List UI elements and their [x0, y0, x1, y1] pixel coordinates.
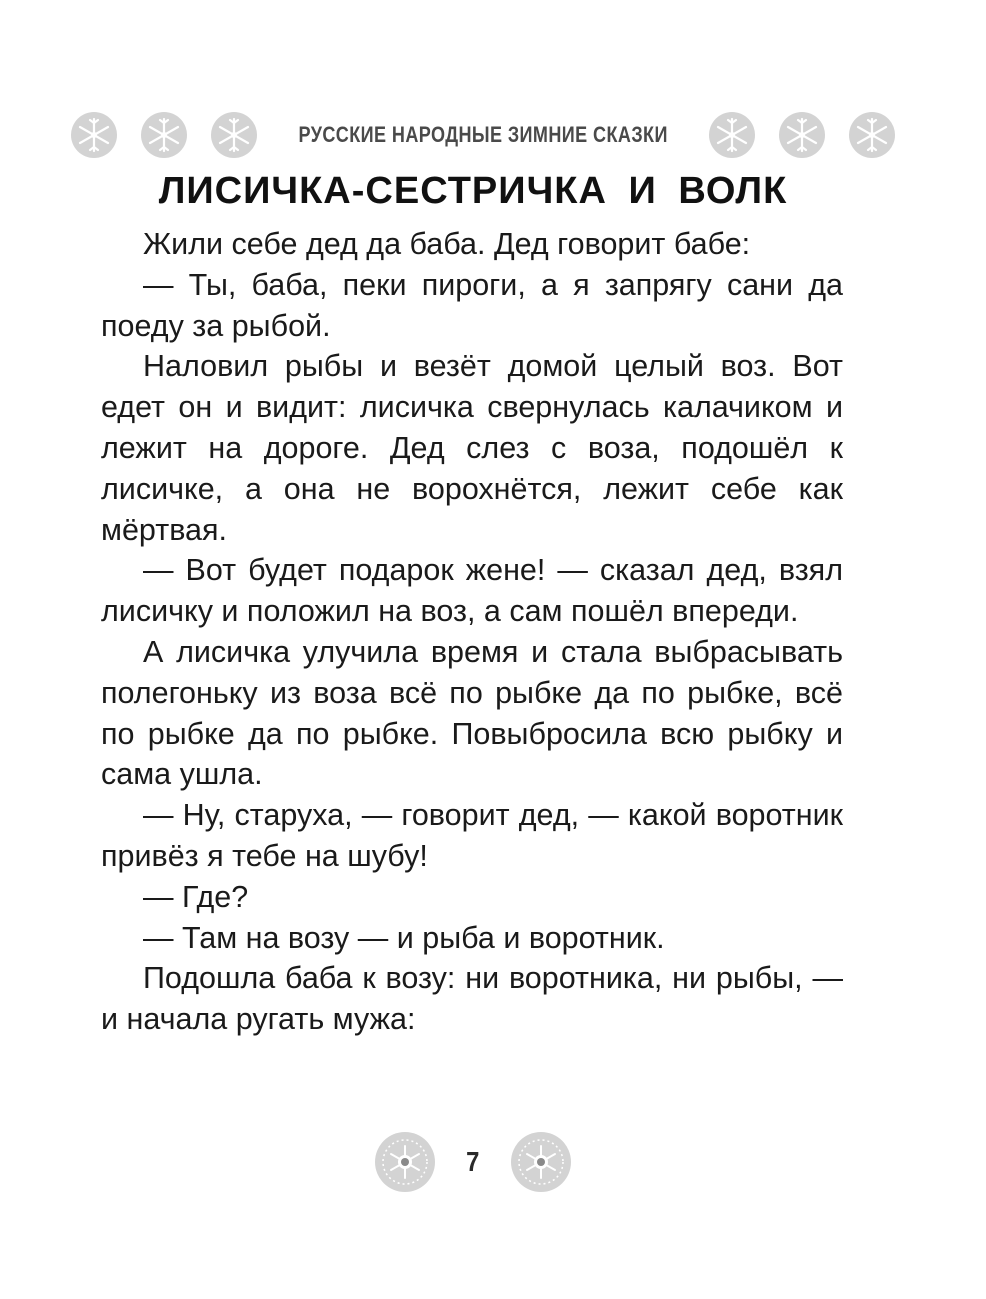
snowflake-icon — [140, 111, 188, 159]
running-header — [70, 108, 876, 162]
story-title: ЛИСИЧКА-СЕСТРИЧКА И ВОЛК — [158, 170, 788, 212]
story-body — [101, 224, 843, 1040]
paragraph: Подошла баба к возу: ни воротника, ни рыбы, — и начала ругать мужа: — [101, 961, 843, 1037]
snowflake-medallion-icon — [373, 1130, 437, 1194]
paragraph: — Ты, баба, пеки пироги, а я запрягу сани да поеду за рыбой. — [101, 267, 843, 343]
snowflake-icon — [848, 111, 896, 159]
header-ornaments-right — [708, 111, 896, 159]
paragraph: А лисичка улучила время и стала выбрасывать полегоньку из воза всё по рыбке да по рыбке, всё по рыбке да по рыбке. Повыбросила всю рыбку и сама ушла. — [101, 634, 843, 792]
paragraph: — Вот будет подарок жене! — сказал дед, взял лисичку и положил на воз, а сам пошёл впереди. — [101, 553, 843, 629]
page-footer — [0, 1130, 946, 1194]
series-title: РУССКИЕ НАРОДНЫЕ ЗИМНИЕ СКАЗКИ — [298, 122, 668, 147]
paragraph: Наловил рыбы и везёт домой целый воз. Вот едет он и видит: лисичка свернулась калачиком и лежит на дороге. Дед слез с воза, подошёл к лисичке, а она не ворохнётся, лежит себе как мёртвая. — [101, 349, 843, 547]
snowflake-icon — [70, 111, 118, 159]
snowflake-icon — [210, 111, 258, 159]
paragraph: Жили себе дед да баба. Дед говорит бабе: — [143, 227, 751, 261]
snowflake-icon — [778, 111, 826, 159]
page-number: 7 — [466, 1146, 480, 1177]
paragraph: — Ну, старуха, — говорит дед, — какой воротник привёз я тебе на шубу! — [101, 798, 843, 873]
paragraph: — Там на возу — и рыба и воротник. — [143, 920, 665, 955]
snowflake-icon — [708, 111, 756, 159]
paragraph: — Где? — [143, 879, 249, 914]
snowflake-medallion-icon — [509, 1130, 573, 1194]
header-ornaments-left — [70, 111, 258, 159]
